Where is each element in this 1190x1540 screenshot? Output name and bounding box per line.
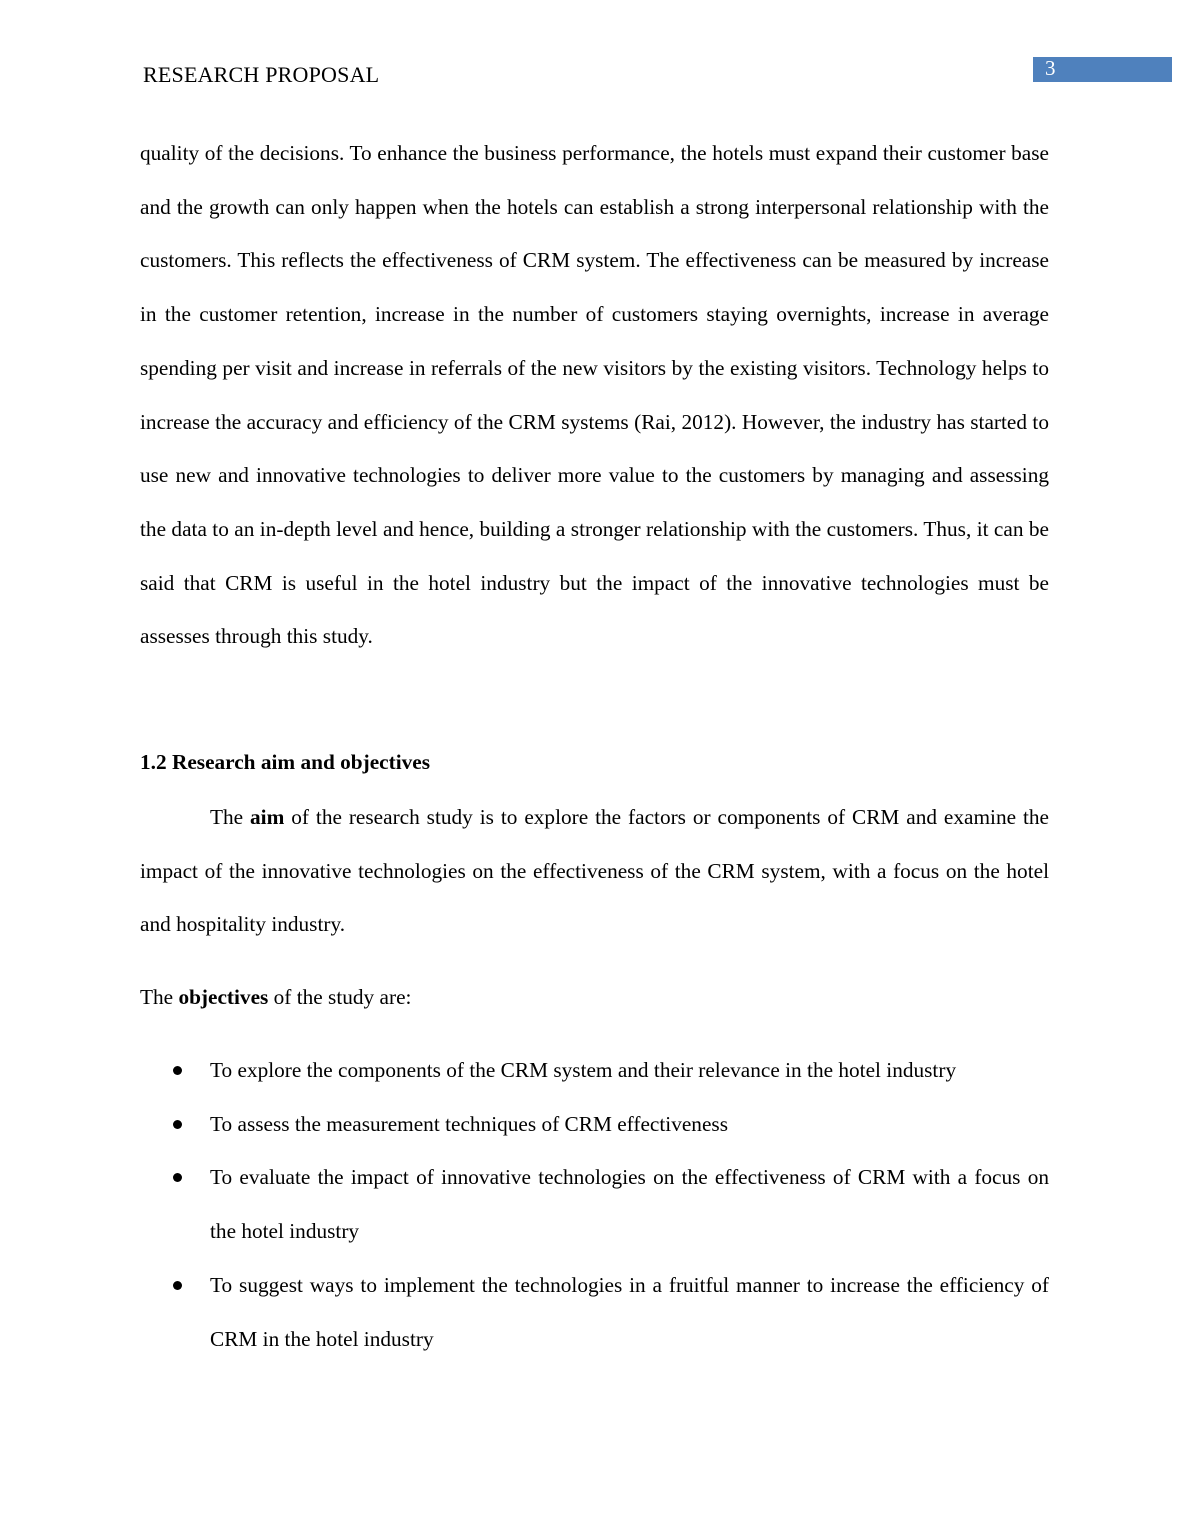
aim-paragraph xyxy=(140,791,1049,952)
bullet-icon xyxy=(173,1066,182,1075)
list-item-text: To explore the components of the CRM system and their relevance in the hotel industry xyxy=(210,1058,957,1082)
objectives-text: of the study are: xyxy=(268,985,412,1009)
objectives-prefix: The xyxy=(140,985,179,1009)
section-heading: 1.2 Research aim and objectives xyxy=(140,750,431,774)
bullet-icon xyxy=(173,1281,182,1290)
aim-prefix: The xyxy=(210,805,251,829)
list-item-text: To evaluate the impact of innovative technologies on the effectiveness of CRM with a focus on the hotel industry xyxy=(210,1165,1049,1244)
page-number: 3 xyxy=(1045,56,1056,80)
running-head: RESEARCH PROPOSAL xyxy=(143,62,380,87)
bullet-icon xyxy=(173,1173,182,1182)
aim-bold-word: aim xyxy=(250,805,285,829)
list-item xyxy=(140,1259,1049,1366)
list-item xyxy=(140,1044,1049,1098)
bullet-icon xyxy=(173,1120,182,1129)
objectives-list xyxy=(140,1044,1049,1366)
objectives-bold-word: objectives xyxy=(178,985,269,1009)
list-item xyxy=(140,1098,1049,1152)
body-paragraph: quality of the decisions. To enhance the business performance, the hotels must expand their customer base and the growth can only happen when the hotels can establish a strong interpersonal relationship with the customers. This reflects the effectiveness of CRM system. The effectiveness can be measured by increase in the customer retention, increase in the number of customers staying overnights, increase in average spending per visit and increase in referrals of the new visitors by the existing visitors. Technology helps to increase the accuracy and efficiency of the CRM systems (Rai, 2012). However, the industry has started to use new and innovative technologies to deliver more value to the customers by managing and assessing the data to an in-depth level and hence, building a stronger relationship with the customers. Thus, it can be said that CRM is useful in the hotel industry but the impact of the innovative technologies must be assesses through this study. xyxy=(140,141,1049,649)
list-item-text: To assess the measurement techniques of CRM effectiveness xyxy=(210,1111,728,1136)
objectives-intro xyxy=(140,971,1049,1025)
aim-text: of the research study is to explore the factors or components of CRM and examine the impact of the innovative technologies on the effectiveness of the CRM system, with a focus on the hotel and hospitality industry. xyxy=(140,805,1049,937)
list-item-text: To suggest ways to implement the technologies in a fruitful manner to increase the efficiency of CRM in the hotel industry xyxy=(210,1272,1049,1351)
page-number-badge xyxy=(1033,57,1172,82)
list-item xyxy=(140,1151,1049,1258)
